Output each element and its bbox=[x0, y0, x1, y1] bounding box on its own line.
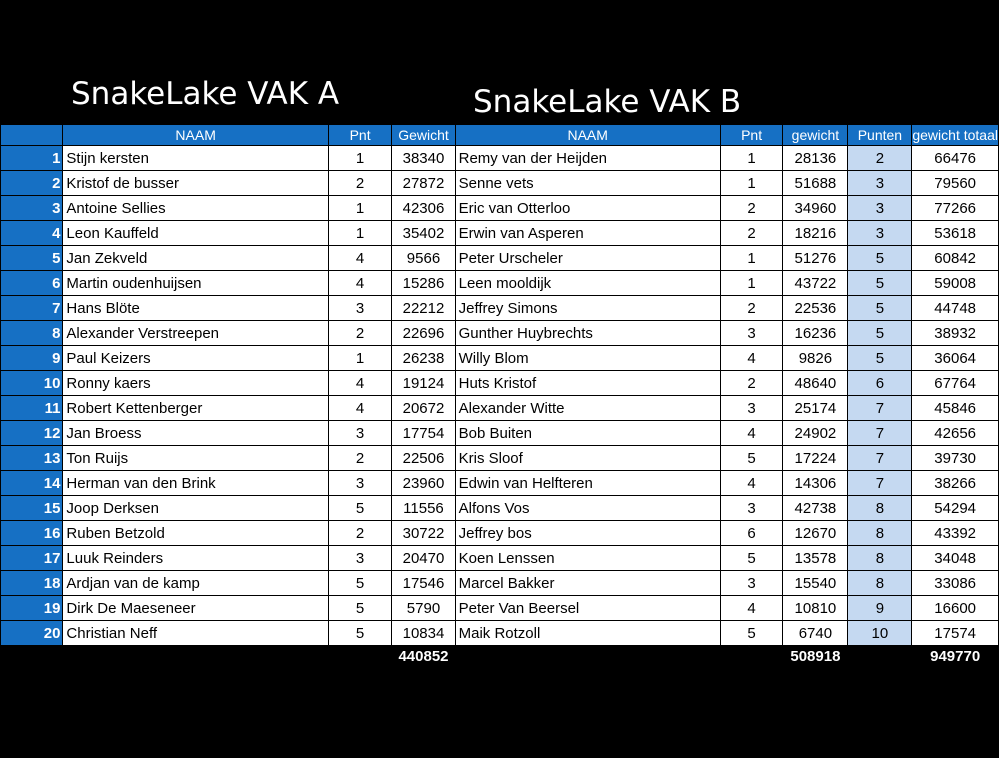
gewicht-a: 17754 bbox=[392, 421, 455, 446]
table-row bbox=[1, 346, 999, 371]
pnt-a: 4 bbox=[328, 271, 391, 296]
angler-name-a: Dirk De Maeseneer bbox=[63, 596, 328, 621]
angler-name-b: Remy van der Heijden bbox=[455, 146, 720, 171]
angler-name-b: Huts Kristof bbox=[455, 371, 720, 396]
gewicht-totaal: 38932 bbox=[912, 321, 999, 346]
row-number: 16 bbox=[1, 521, 63, 546]
pnt-b: 1 bbox=[720, 271, 783, 296]
row-number: 10 bbox=[1, 371, 63, 396]
row-number: 1 bbox=[1, 146, 63, 171]
gewicht-totaal: 60842 bbox=[912, 246, 999, 271]
angler-name-a: Alexander Verstreepen bbox=[63, 321, 328, 346]
angler-name-a: Joop Derksen bbox=[63, 496, 328, 521]
gewicht-a: 10834 bbox=[392, 621, 455, 646]
gewicht-totaal: 42656 bbox=[912, 421, 999, 446]
gewicht-totaal: 77266 bbox=[912, 196, 999, 221]
row-number: 18 bbox=[1, 571, 63, 596]
punten: 8 bbox=[848, 521, 912, 546]
title-vak-b: SnakeLake VAK B bbox=[473, 84, 742, 120]
table-row bbox=[1, 596, 999, 621]
angler-name-a: Jan Zekveld bbox=[63, 246, 328, 271]
gewicht-a: 17546 bbox=[392, 571, 455, 596]
pnt-a: 3 bbox=[328, 546, 391, 571]
gewicht-b: 18216 bbox=[783, 221, 848, 246]
table-row bbox=[1, 396, 999, 421]
table-row bbox=[1, 471, 999, 496]
pnt-b: 3 bbox=[720, 396, 783, 421]
pnt-b: 3 bbox=[720, 571, 783, 596]
total-gewicht-a: 440852 bbox=[392, 646, 455, 667]
angler-name-b: Alfons Vos bbox=[455, 496, 720, 521]
header-index bbox=[1, 125, 63, 146]
gewicht-b: 51276 bbox=[783, 246, 848, 271]
gewicht-b: 42738 bbox=[783, 496, 848, 521]
pnt-a: 4 bbox=[328, 396, 391, 421]
table-row bbox=[1, 546, 999, 571]
gewicht-totaal: 59008 bbox=[912, 271, 999, 296]
gewicht-totaal: 17574 bbox=[912, 621, 999, 646]
row-number: 2 bbox=[1, 171, 63, 196]
pnt-a: 1 bbox=[328, 146, 391, 171]
pnt-a: 5 bbox=[328, 621, 391, 646]
gewicht-b: 24902 bbox=[783, 421, 848, 446]
pnt-a: 5 bbox=[328, 496, 391, 521]
punten: 3 bbox=[848, 171, 912, 196]
gewicht-totaal: 33086 bbox=[912, 571, 999, 596]
pnt-a: 3 bbox=[328, 421, 391, 446]
pnt-a: 4 bbox=[328, 371, 391, 396]
angler-name-a: Stijn kersten bbox=[63, 146, 328, 171]
gewicht-b: 17224 bbox=[783, 446, 848, 471]
angler-name-a: Robert Kettenberger bbox=[63, 396, 328, 421]
punten: 3 bbox=[848, 196, 912, 221]
angler-name-b: Alexander Witte bbox=[455, 396, 720, 421]
table-row bbox=[1, 321, 999, 346]
gewicht-b: 15540 bbox=[783, 571, 848, 596]
gewicht-totaal: 67764 bbox=[912, 371, 999, 396]
pnt-b: 2 bbox=[720, 196, 783, 221]
punten: 5 bbox=[848, 321, 912, 346]
table-row bbox=[1, 496, 999, 521]
angler-name-a: Kristof de busser bbox=[63, 171, 328, 196]
row-number: 11 bbox=[1, 396, 63, 421]
gewicht-b: 13578 bbox=[783, 546, 848, 571]
pnt-a: 1 bbox=[328, 196, 391, 221]
gewicht-a: 35402 bbox=[392, 221, 455, 246]
header-gewicht-b: gewicht bbox=[783, 125, 848, 146]
gewicht-a: 42306 bbox=[392, 196, 455, 221]
gewicht-totaal: 16600 bbox=[912, 596, 999, 621]
table-row bbox=[1, 171, 999, 196]
angler-name-b: Eric van Otterloo bbox=[455, 196, 720, 221]
gewicht-totaal: 66476 bbox=[912, 146, 999, 171]
angler-name-b: Peter Van Beersel bbox=[455, 596, 720, 621]
gewicht-a: 9566 bbox=[392, 246, 455, 271]
gewicht-b: 48640 bbox=[783, 371, 848, 396]
header-naam-a: NAAM bbox=[63, 125, 328, 146]
row-number: 12 bbox=[1, 421, 63, 446]
gewicht-a: 30722 bbox=[392, 521, 455, 546]
angler-name-b: Jeffrey bos bbox=[455, 521, 720, 546]
gewicht-b: 25174 bbox=[783, 396, 848, 421]
pnt-a: 3 bbox=[328, 471, 391, 496]
gewicht-a: 27872 bbox=[392, 171, 455, 196]
punten: 8 bbox=[848, 546, 912, 571]
angler-name-a: Paul Keizers bbox=[63, 346, 328, 371]
gewicht-b: 6740 bbox=[783, 621, 848, 646]
table-row bbox=[1, 246, 999, 271]
header-row bbox=[1, 125, 999, 146]
punten: 10 bbox=[848, 621, 912, 646]
angler-name-b: Maik Rotzoll bbox=[455, 621, 720, 646]
punten: 5 bbox=[848, 246, 912, 271]
table-row bbox=[1, 446, 999, 471]
pnt-a: 5 bbox=[328, 571, 391, 596]
pnt-a: 2 bbox=[328, 171, 391, 196]
gewicht-totaal: 53618 bbox=[912, 221, 999, 246]
punten: 8 bbox=[848, 571, 912, 596]
punten: 7 bbox=[848, 396, 912, 421]
table-row bbox=[1, 521, 999, 546]
table-row bbox=[1, 571, 999, 596]
gewicht-a: 22212 bbox=[392, 296, 455, 321]
total-gewicht-totaal: 949770 bbox=[912, 646, 999, 667]
angler-name-b: Edwin van Helfteren bbox=[455, 471, 720, 496]
gewicht-a: 19124 bbox=[392, 371, 455, 396]
punten: 3 bbox=[848, 221, 912, 246]
header-naam-b: NAAM bbox=[455, 125, 720, 146]
row-number: 5 bbox=[1, 246, 63, 271]
pnt-b: 1 bbox=[720, 146, 783, 171]
gewicht-b: 51688 bbox=[783, 171, 848, 196]
total-gewicht-b: 508918 bbox=[783, 646, 848, 667]
punten: 7 bbox=[848, 471, 912, 496]
table-row bbox=[1, 146, 999, 171]
pnt-b: 4 bbox=[720, 346, 783, 371]
pnt-b: 4 bbox=[720, 471, 783, 496]
pnt-b: 1 bbox=[720, 246, 783, 271]
table-row bbox=[1, 271, 999, 296]
header-pnt-b: Pnt bbox=[720, 125, 783, 146]
punten: 5 bbox=[848, 296, 912, 321]
angler-name-b: Senne vets bbox=[455, 171, 720, 196]
table-row bbox=[1, 621, 999, 646]
angler-name-b: Jeffrey Simons bbox=[455, 296, 720, 321]
punten: 5 bbox=[848, 346, 912, 371]
gewicht-totaal: 43392 bbox=[912, 521, 999, 546]
angler-name-b: Marcel Bakker bbox=[455, 571, 720, 596]
table-row bbox=[1, 196, 999, 221]
row-number: 9 bbox=[1, 346, 63, 371]
gewicht-totaal: 44748 bbox=[912, 296, 999, 321]
gewicht-a: 22506 bbox=[392, 446, 455, 471]
angler-name-a: Martin oudenhuijsen bbox=[63, 271, 328, 296]
pnt-a: 5 bbox=[328, 596, 391, 621]
pnt-b: 2 bbox=[720, 296, 783, 321]
pnt-b: 5 bbox=[720, 621, 783, 646]
gewicht-b: 16236 bbox=[783, 321, 848, 346]
row-number: 17 bbox=[1, 546, 63, 571]
gewicht-a: 22696 bbox=[392, 321, 455, 346]
gewicht-a: 20470 bbox=[392, 546, 455, 571]
gewicht-b: 34960 bbox=[783, 196, 848, 221]
results-table bbox=[0, 124, 999, 666]
pnt-a: 1 bbox=[328, 221, 391, 246]
row-number: 7 bbox=[1, 296, 63, 321]
gewicht-b: 28136 bbox=[783, 146, 848, 171]
pnt-a: 2 bbox=[328, 521, 391, 546]
gewicht-b: 43722 bbox=[783, 271, 848, 296]
pnt-b: 5 bbox=[720, 546, 783, 571]
angler-name-a: Ton Ruijs bbox=[63, 446, 328, 471]
angler-name-a: Luuk Reinders bbox=[63, 546, 328, 571]
angler-name-b: Leen mooldijk bbox=[455, 271, 720, 296]
gewicht-totaal: 54294 bbox=[912, 496, 999, 521]
totals-row bbox=[1, 646, 999, 667]
pnt-a: 2 bbox=[328, 446, 391, 471]
punten: 5 bbox=[848, 271, 912, 296]
punten: 7 bbox=[848, 446, 912, 471]
gewicht-totaal: 79560 bbox=[912, 171, 999, 196]
title-vak-a: SnakeLake VAK A bbox=[71, 76, 340, 112]
row-number: 4 bbox=[1, 221, 63, 246]
pnt-b: 1 bbox=[720, 171, 783, 196]
angler-name-b: Bob Buiten bbox=[455, 421, 720, 446]
gewicht-b: 14306 bbox=[783, 471, 848, 496]
gewicht-a: 20672 bbox=[392, 396, 455, 421]
header-gewicht-totaal: gewicht totaal bbox=[912, 125, 999, 146]
row-number: 3 bbox=[1, 196, 63, 221]
angler-name-b: Peter Urscheler bbox=[455, 246, 720, 271]
angler-name-b: Willy Blom bbox=[455, 346, 720, 371]
row-number: 8 bbox=[1, 321, 63, 346]
header-pnt-a: Pnt bbox=[328, 125, 391, 146]
gewicht-totaal: 36064 bbox=[912, 346, 999, 371]
angler-name-b: Kris Sloof bbox=[455, 446, 720, 471]
pnt-b: 6 bbox=[720, 521, 783, 546]
gewicht-a: 11556 bbox=[392, 496, 455, 521]
punten: 7 bbox=[848, 421, 912, 446]
pnt-b: 5 bbox=[720, 446, 783, 471]
gewicht-b: 10810 bbox=[783, 596, 848, 621]
gewicht-a: 38340 bbox=[392, 146, 455, 171]
pnt-a: 2 bbox=[328, 321, 391, 346]
table-row bbox=[1, 221, 999, 246]
gewicht-b: 9826 bbox=[783, 346, 848, 371]
gewicht-totaal: 38266 bbox=[912, 471, 999, 496]
gewicht-b: 12670 bbox=[783, 521, 848, 546]
pnt-a: 4 bbox=[328, 246, 391, 271]
gewicht-b: 22536 bbox=[783, 296, 848, 321]
row-number: 13 bbox=[1, 446, 63, 471]
angler-name-a: Ronny kaers bbox=[63, 371, 328, 396]
angler-name-b: Koen Lenssen bbox=[455, 546, 720, 571]
row-number: 6 bbox=[1, 271, 63, 296]
pnt-b: 2 bbox=[720, 221, 783, 246]
angler-name-b: Erwin van Asperen bbox=[455, 221, 720, 246]
angler-name-a: Christian Neff bbox=[63, 621, 328, 646]
gewicht-totaal: 34048 bbox=[912, 546, 999, 571]
angler-name-a: Ruben Betzold bbox=[63, 521, 328, 546]
angler-name-a: Hans Blöte bbox=[63, 296, 328, 321]
angler-name-a: Leon Kauffeld bbox=[63, 221, 328, 246]
table-row bbox=[1, 371, 999, 396]
header-punten: Punten bbox=[848, 125, 912, 146]
gewicht-totaal: 45846 bbox=[912, 396, 999, 421]
angler-name-a: Herman van den Brink bbox=[63, 471, 328, 496]
punten: 2 bbox=[848, 146, 912, 171]
pnt-b: 3 bbox=[720, 321, 783, 346]
punten: 8 bbox=[848, 496, 912, 521]
row-number: 15 bbox=[1, 496, 63, 521]
angler-name-a: Jan Broess bbox=[63, 421, 328, 446]
row-number: 19 bbox=[1, 596, 63, 621]
gewicht-a: 5790 bbox=[392, 596, 455, 621]
gewicht-a: 15286 bbox=[392, 271, 455, 296]
pnt-b: 4 bbox=[720, 421, 783, 446]
row-number: 20 bbox=[1, 621, 63, 646]
angler-name-b: Gunther Huybrechts bbox=[455, 321, 720, 346]
row-number: 14 bbox=[1, 471, 63, 496]
pnt-a: 3 bbox=[328, 296, 391, 321]
pnt-a: 1 bbox=[328, 346, 391, 371]
table-row bbox=[1, 421, 999, 446]
header-gewicht-a: Gewicht bbox=[392, 125, 455, 146]
pnt-b: 3 bbox=[720, 496, 783, 521]
gewicht-a: 23960 bbox=[392, 471, 455, 496]
pnt-b: 4 bbox=[720, 596, 783, 621]
pnt-b: 2 bbox=[720, 371, 783, 396]
punten: 6 bbox=[848, 371, 912, 396]
gewicht-a: 26238 bbox=[392, 346, 455, 371]
punten: 9 bbox=[848, 596, 912, 621]
angler-name-a: Ardjan van de kamp bbox=[63, 571, 328, 596]
angler-name-a: Antoine Sellies bbox=[63, 196, 328, 221]
table-row bbox=[1, 296, 999, 321]
gewicht-totaal: 39730 bbox=[912, 446, 999, 471]
